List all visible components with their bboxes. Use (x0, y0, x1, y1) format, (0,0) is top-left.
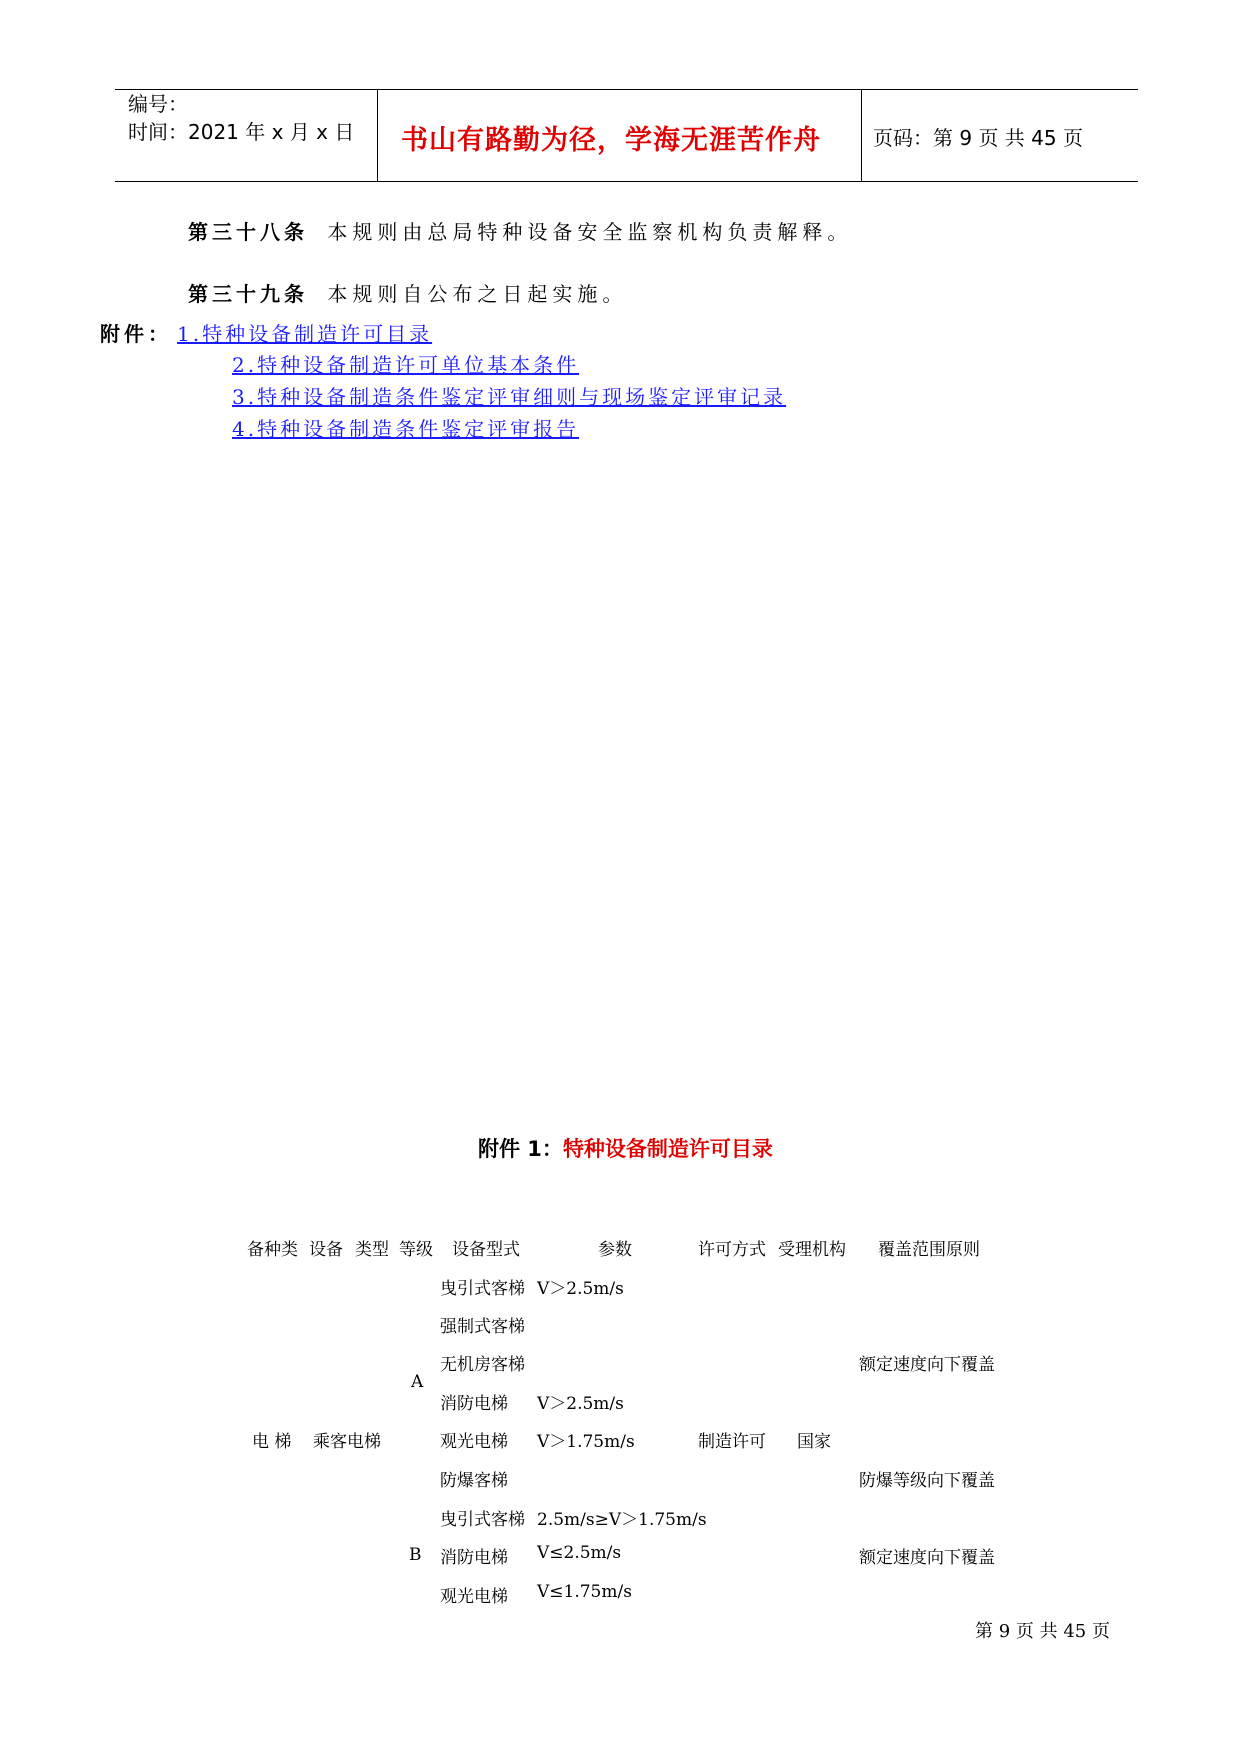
article-38-heading: 第三十八条 (188, 220, 308, 244)
row5-model: 观光电梯 (440, 1432, 508, 1452)
footer-page-number: 第 9 页 共 45 页 (975, 1621, 1110, 1642)
cell-grade-b: B (409, 1545, 422, 1565)
col-header-type: 类型 (355, 1240, 389, 1260)
article-39 (188, 278, 627, 307)
row8-param: V≤2.5m/s (537, 1543, 622, 1563)
row6-model: 防爆客梯 (440, 1471, 508, 1491)
row3-model: 无机房客梯 (440, 1355, 525, 1375)
row5-param: V＞1.75m/s (537, 1432, 635, 1452)
attachment-link-4[interactable]: 4.特种设备制造条件鉴定评审报告 (232, 417, 580, 441)
header-divider-left (377, 89, 378, 181)
col-header-coverage: 覆盖范围原则 (878, 1240, 980, 1260)
col-header-grade: 等级 (399, 1240, 433, 1260)
attachment1-prefix: 附件 1： (478, 1137, 563, 1161)
attachment-link-1[interactable]: 1.特种设备制造许可目录 (177, 322, 433, 346)
row1-param: V＞2.5m/s (537, 1279, 624, 1299)
attachment1-name: 特种设备制造许可目录 (562, 1137, 773, 1161)
col-header-param: 参数 (598, 1240, 632, 1260)
header-bottom-border (115, 181, 1138, 182)
col-header-device: 设备 (309, 1240, 343, 1260)
header-page-info: 页码：第 9 页 共 45 页 (873, 126, 1083, 150)
article-38-text: 本规则由总局特种设备安全监察机构负责解释。 (327, 220, 853, 244)
header-top-border (115, 89, 1138, 90)
header-divider-right (861, 89, 862, 181)
attachments-label: 附件： (100, 322, 172, 346)
row9-param: V≤1.75m/s (537, 1582, 632, 1602)
cell-license-mode: 制造许可 (698, 1432, 766, 1452)
header-time-label: 时间：2021 年 x 月 x 日 (128, 120, 355, 144)
cell-category: 电 梯 (252, 1432, 292, 1452)
cell-type: 乘客电梯 (313, 1432, 381, 1452)
cell-authority: 国家 (797, 1432, 831, 1452)
article-39-heading: 第三十九条 (188, 282, 308, 306)
row9-model: 观光电梯 (440, 1587, 508, 1607)
article-39-text: 本规则自公布之日起实施。 (327, 282, 628, 306)
attachment1-title (478, 1133, 773, 1163)
col-header-model: 设备型式 (452, 1240, 520, 1260)
cell-grade-a: A (411, 1372, 424, 1392)
row7-model: 曳引式客梯 (440, 1510, 525, 1530)
row1-model: 曳引式客梯 (440, 1279, 525, 1299)
row7-param: 2.5m/s≥V＞1.75m/s (537, 1510, 707, 1530)
attachment-link-2[interactable]: 2.特种设备制造许可单位基本条件 (232, 353, 580, 377)
row2-model: 强制式客梯 (440, 1317, 525, 1337)
attachment-link-3[interactable]: 3.特种设备制造条件鉴定评审细则与现场鉴定评审记录 (232, 385, 787, 409)
row4-param: V＞2.5m/s (537, 1394, 624, 1414)
row4-model: 消防电梯 (440, 1394, 508, 1414)
col-header-authority: 受理机构 (778, 1240, 846, 1260)
header-number-label: 编号： (128, 92, 188, 116)
row8-coverage: 额定速度向下覆盖 (859, 1548, 995, 1568)
row6-coverage: 防爆等级向下覆盖 (859, 1471, 995, 1491)
header-motto: 书山有路勤为径，学海无涯苦作舟 (401, 125, 821, 156)
col-header-category: 备种类 (247, 1240, 298, 1260)
article-38 (188, 216, 852, 245)
row8-model: 消防电梯 (440, 1548, 508, 1568)
col-header-license-mode: 许可方式 (698, 1240, 766, 1260)
row3-coverage: 额定速度向下覆盖 (859, 1355, 995, 1375)
